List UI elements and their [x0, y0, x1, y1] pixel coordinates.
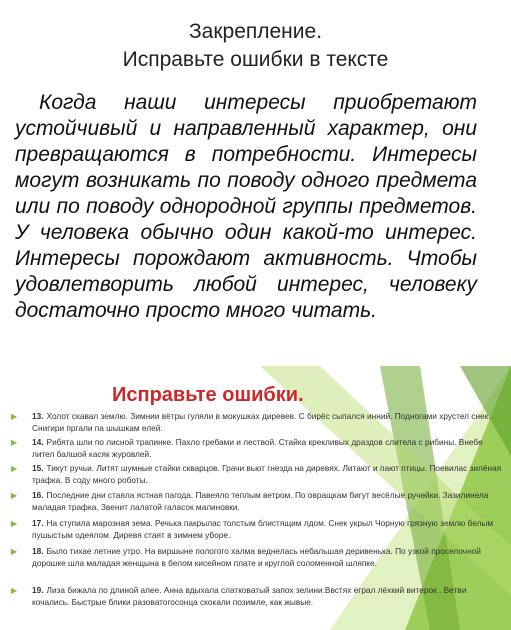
slide-title: Исправьте ошибки. [112, 384, 304, 406]
exercise-item [11, 411, 503, 434]
item-text: Тикут ручьи. Литят шумные стайки скварцов. Грачи вьют гнезда на диревях. Литают и пают птицы. Поевилас зилёная трафка. В соду много роботы. [32, 463, 502, 485]
exercise-paragraph: Когда наши интересы приобретают устойчивый и направленный характер, они превращаются в потребности. Интересы могут возникать по поводу одного предмета или по поводу однородной группы предметов. У человека обычно один какой-то интерес. Интересы порождают активность. Чтобы удовлетворить любой интерес, человеку достаточно просто много читать. [15, 91, 477, 322]
exercise-item [11, 546, 503, 569]
bullet-arrow-icon: ▶ [11, 438, 18, 447]
exercise-item [11, 518, 503, 541]
bullet-arrow-icon: ▶ [11, 464, 18, 473]
exercise-item [11, 585, 503, 608]
exercise-item [11, 490, 503, 513]
item-text: Холот скавал землю. Зимнии вётры гуляли в мокушках диревев. С бирёс сыпался инний. Подногами хрустел снек. Снигири пргали па шышкам елей. [32, 411, 491, 433]
item-number: 14. [32, 437, 44, 447]
item-number: 15. [32, 463, 44, 473]
item-text: Было тихае летние утро. На виршыне пологого халма веднелась небальшая деривенька. По узкой проселочной дорошке шла маладая женщына в белом кисейном плате и круглой соломенной шляпке. [32, 546, 481, 568]
embedded-slide [0, 366, 511, 630]
bullet-arrow-icon: ▶ [11, 519, 18, 528]
heading-line-2: Исправьте ошибки в тексте [122, 48, 389, 71]
bullet-arrow-icon: ▶ [11, 586, 18, 595]
bullet-arrow-icon: ▶ [11, 547, 18, 556]
item-number: 17. [32, 518, 44, 528]
item-text: Лиза бижала по длиной алее. Анна вдыхала слатковатый запох зелини.Ввстях еграл лёхкий витерок . Ветви кочались. Быстрые блики разоватогосонца скокали позимле, как жывые. [32, 585, 467, 607]
exercise-item [11, 437, 503, 460]
item-text: На ступила марозная зема. Речька пакрылас толстым блистящим лдом. Снек укрыл Чорную грязную землю белым пушыстым одеялом. Диревя стаят в зимнем уборе. [32, 518, 494, 540]
item-number: 16. [32, 490, 44, 500]
item-number: 18. [32, 546, 44, 556]
item-text: Последние дни стаяла ястная пагода. Павеяло теплым ветром. По овращкам бигут весёлые ручейки. Зазилинела маладая трафка. Звенит лалатой галасок малиновки. [32, 490, 489, 512]
item-number: 19. [32, 585, 44, 595]
exercise-item [11, 463, 503, 486]
slide-heading [0, 18, 511, 74]
bullet-arrow-icon: ▶ [11, 491, 18, 500]
item-text: Рибята шли по лисной трапинке. Пахло гребами и лествой. Стайка крекливых драздов слитела с рибины. Внебе лител балшой касяк журовлей. [32, 437, 483, 459]
item-number: 13. [32, 411, 44, 421]
bullet-arrow-icon: ▶ [11, 412, 18, 421]
heading-line-1: Закрепление. [188, 20, 323, 43]
